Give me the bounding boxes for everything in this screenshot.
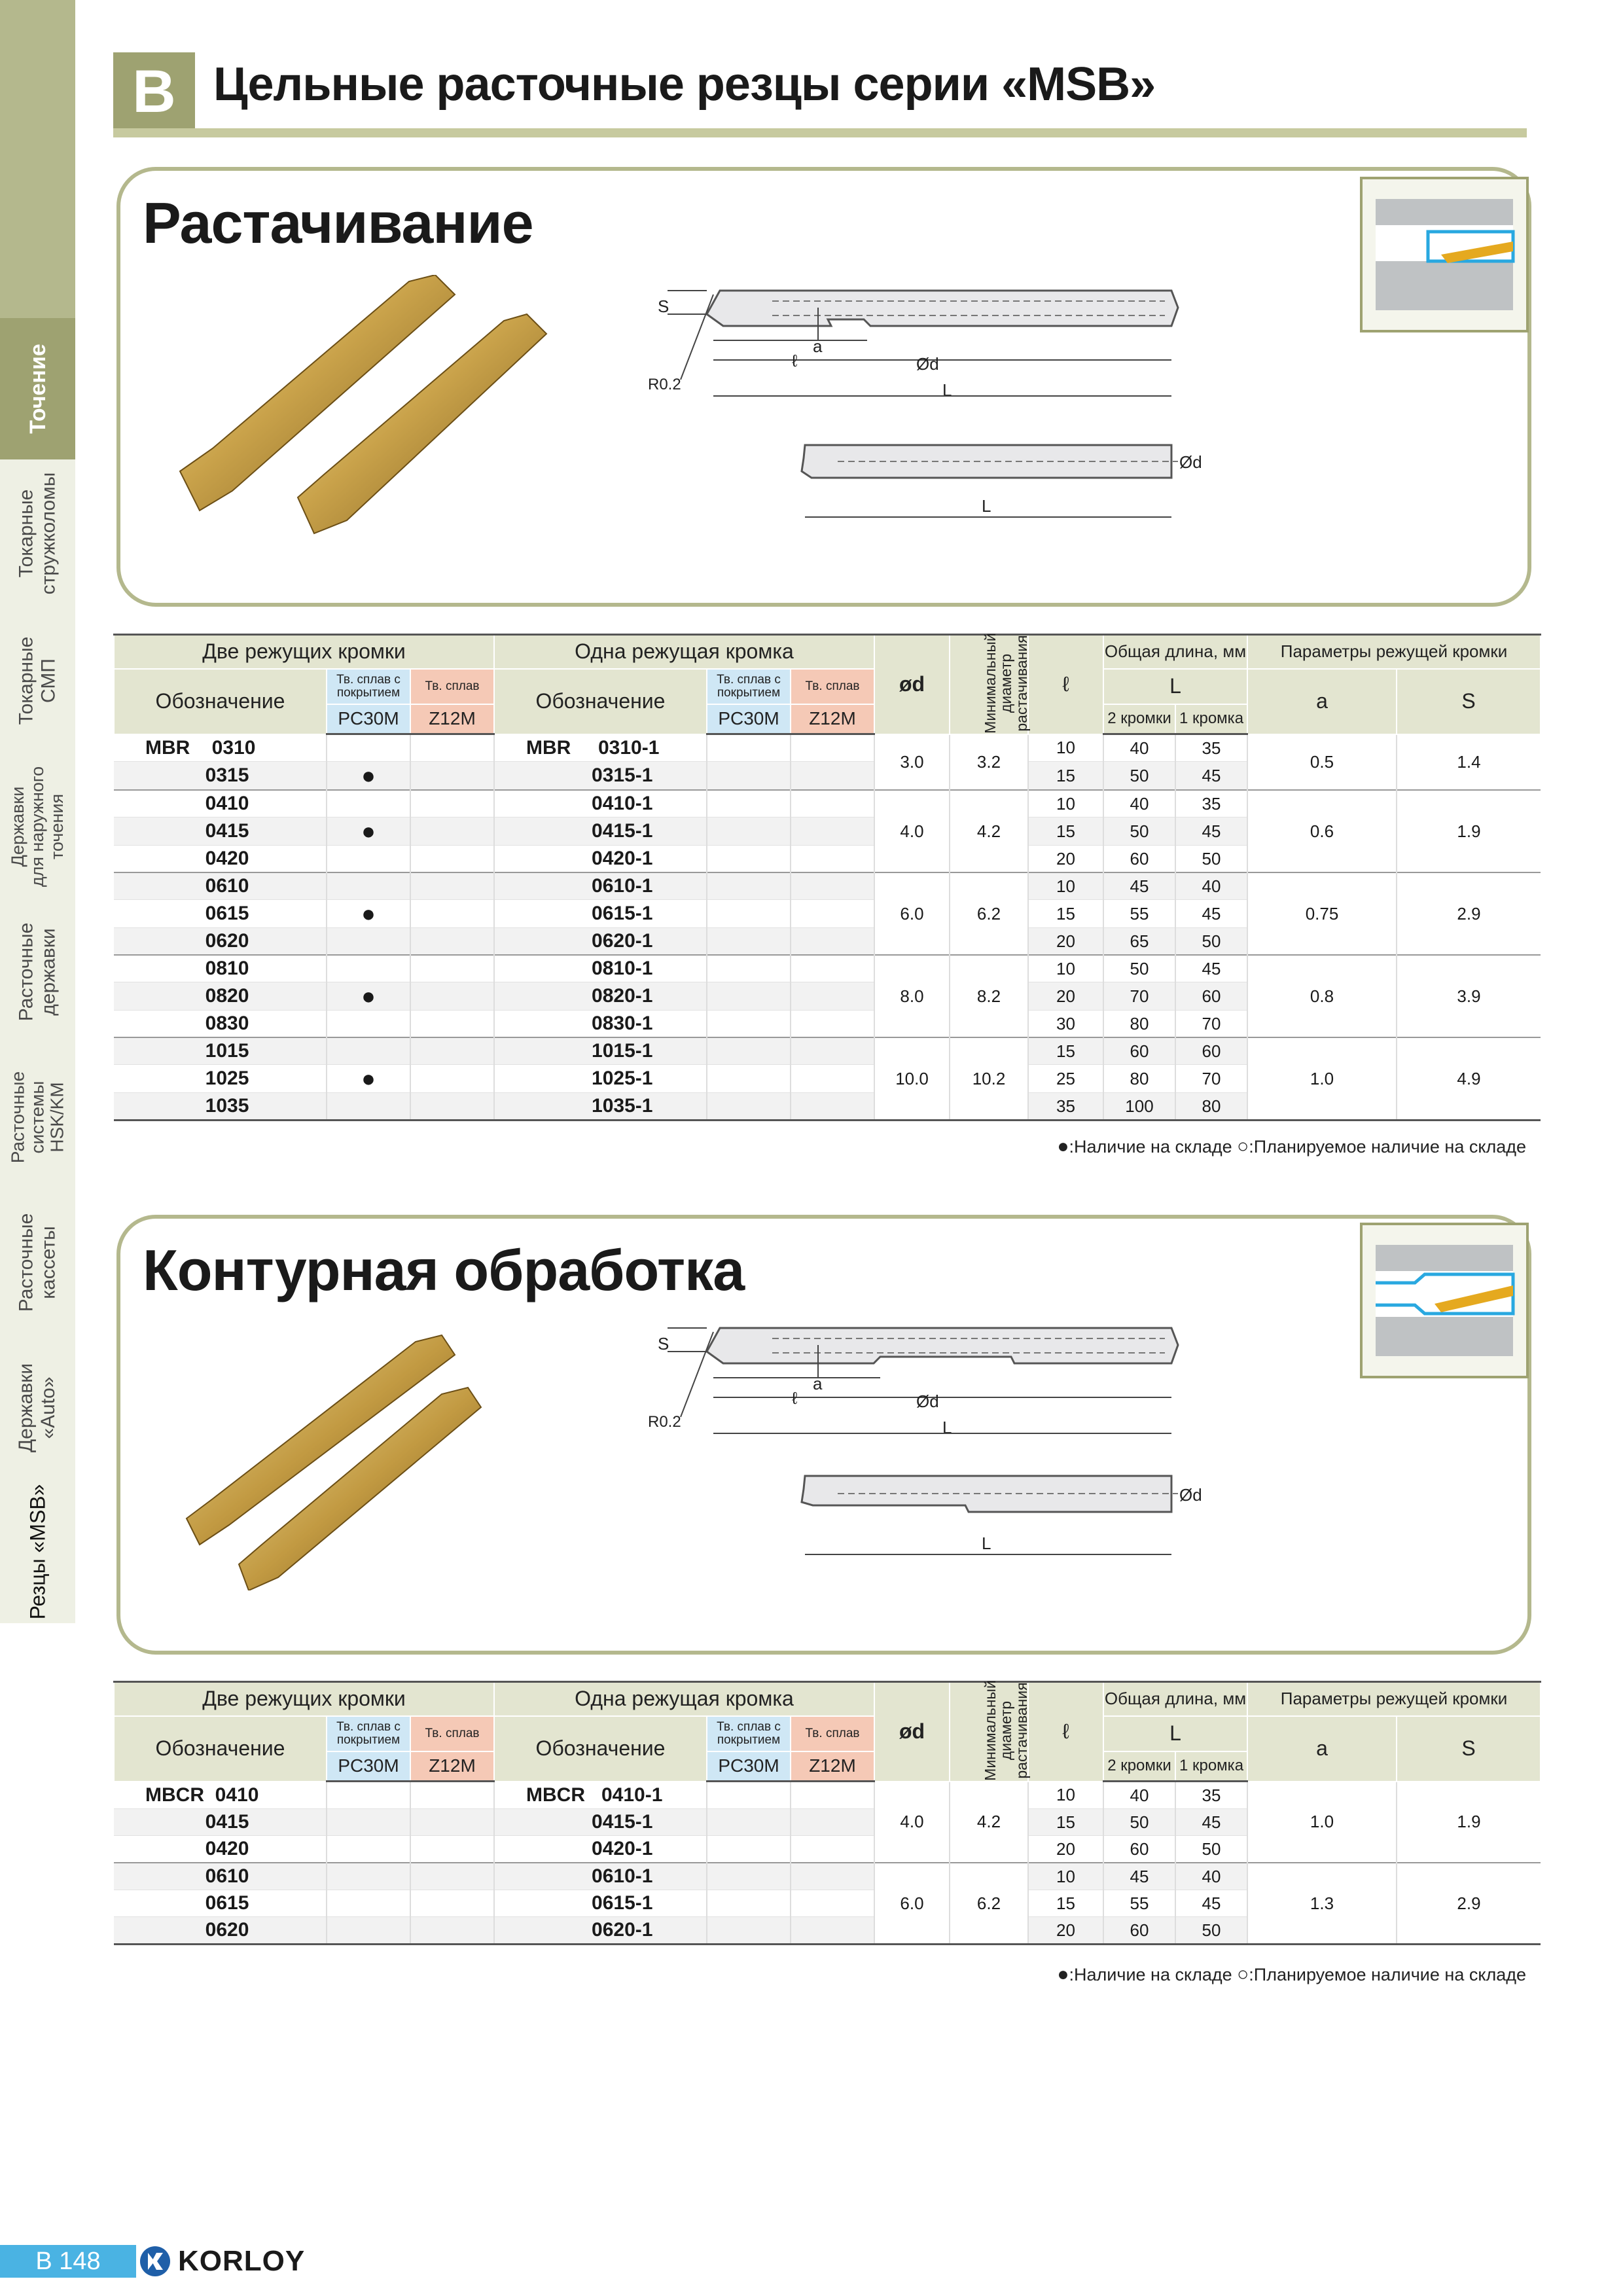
page-number: B 148 <box>0 2245 136 2278</box>
header-z12m: Z12M <box>410 704 494 734</box>
sidebar-item-hsk-km[interactable]: Расточные системы HSK/KM <box>0 1045 75 1193</box>
svg-text:a: a <box>813 1374 823 1393</box>
header-coated-2: Тв. сплав с покрытием <box>707 669 791 704</box>
header-z12m-2: Z12M <box>791 704 874 734</box>
header-d: ød <box>874 635 950 734</box>
s-value: 1.4 <box>1397 734 1541 791</box>
label-d: Ød <box>916 354 939 374</box>
header-coated: Тв. сплав с покрытием <box>327 669 410 704</box>
min-bore-value: 3.2 <box>950 734 1028 791</box>
sidebar-item-external-holders[interactable]: Державки для наружного точения <box>0 754 75 902</box>
label-r: R0.2 <box>648 376 681 393</box>
designation-two: MBR 0310 <box>145 736 256 759</box>
contour-spec-table: Две режущих кромки Одна режущая кромка ød Минимальный диаметр растачивания ℓ Общая длина, мм Параметры режущей кромки Обозначение Тв. сплав с покрытием Тв. сплав Обозначение Тв. сплав с покрытием Тв. сплав L a S PC30M Z12M PC30M Z12M 2 кромки 1 кромка MBCR 0410 MBCR 0410-1 4.0 4.2 10 40 35 1.0 1.9 0415 0415-1 15 50 45 0420 0420-1 20 60 50 0610 0610-1 6.0 6.2 10 45 40 1.3 2.9 0615 0615-1 15 55 45 0620 0620-1 20 60 50 <box>113 1681 1541 1945</box>
empty-dot-icon: ○ <box>1237 1964 1249 1985</box>
label-l: ℓ <box>792 351 798 370</box>
svg-text:L: L <box>982 1534 991 1553</box>
header-L: L <box>1103 669 1247 704</box>
contour-tool-photo <box>180 1329 494 1590</box>
label-L: L <box>942 380 952 400</box>
stock-legend-2: ●:Наличие на складе ○:Планируемое наличие на складе <box>1057 1964 1526 1985</box>
l-value: 10 <box>1028 734 1103 762</box>
a-value: 0.5 <box>1247 734 1397 791</box>
header-pc30m: PC30M <box>327 704 410 734</box>
filled-dot-icon: ● <box>1057 1136 1069 1157</box>
svg-text:R0.2: R0.2 <box>648 1413 681 1431</box>
sidebar-item-cassettes[interactable]: Расточные кассеты <box>0 1190 75 1338</box>
svg-text:Ød: Ød <box>916 1391 939 1411</box>
sidebar-item-top[interactable] <box>0 0 75 321</box>
header-two-edges-L: 2 кромки <box>1103 704 1175 734</box>
tool-bar-1 <box>180 275 455 511</box>
contour-application-icon <box>1360 1223 1529 1378</box>
label-a: a <box>813 336 823 356</box>
header-min-bore: Минимальный диаметр растачивания <box>950 635 1028 734</box>
header-one-edge-L: 1 кромка <box>1175 704 1247 734</box>
section-badge: B <box>113 52 195 131</box>
sidebar-item-label: Точение <box>25 344 50 434</box>
stock-pc30m <box>327 734 410 762</box>
sidebar-item-inserts[interactable]: Токарные СМП <box>0 607 75 757</box>
korloy-logo: KORLOY <box>139 2241 305 2282</box>
sidebar-item-chipbreakers[interactable]: Токарные стружколомы <box>0 459 75 609</box>
header-s: S <box>1397 669 1541 734</box>
sidebar-item-auto[interactable]: Державки «Auto» <box>0 1335 75 1483</box>
sidebar <box>0 0 75 1623</box>
boring-application-icon <box>1360 177 1529 332</box>
section-title-boring: Растачивание <box>143 190 533 255</box>
boring-dimension-drawing <box>641 275 1204 537</box>
d-value: 3.0 <box>874 734 950 791</box>
korloy-logo-icon <box>139 2245 171 2278</box>
label-s: S <box>658 296 669 316</box>
header-designation: Обозначение <box>114 669 327 734</box>
page-title: Цельные расточные резцы серии «MSB» <box>213 58 1156 111</box>
section-title-contour: Контурная обработка <box>143 1238 745 1302</box>
title-rule <box>113 128 1527 137</box>
label-d-2: Ød <box>1179 452 1202 472</box>
boring-spec-table: Две режущих кромки Одна режущая кромка ød Минимальный диаметр растачивания ℓ Общая длина, мм Параметры режущей кромки Обозначение Тв. сплав с покрытием Тв. сплав Обозначение Тв. сплав с покрытием Тв. сплав L a S PC30M Z12M PC30M Z12M 2 кромки 1 кромка MBR 0310 MBR 0310-1 3.0 3.2 10 40 35 0.5 1.4 0315 ● 0315-1 15 50 45 0410 0410-1 4.0 4.2 10 40 35 0.6 1.9 0415 ● 0415-1 15 50 45 0420 0420-1 20 60 50 0610 0610-1 6.0 6.2 10 45 40 0.75 2.9 0615 ● 0615-1 15 55 45 0620 0620-1 20 65 50 0810 0810-1 8.0 8.2 10 50 45 0.8 3.9 0820 ● 0820-1 20 70 60 0830 0830-1 30 80 70 1015 1015-1 10.0 10.2 15 60 60 1.0 4.9 1025 ● 1025-1 25 80 70 1035 1035-1 35 100 80 <box>113 634 1541 1121</box>
sidebar-item-msb[interactable]: Резцы «MSB» <box>0 1480 75 1626</box>
header-designation-2: Обозначение <box>494 669 707 734</box>
header-one-edge: Одна режущая кромка <box>494 635 874 669</box>
sidebar-item-turning[interactable] <box>0 318 75 462</box>
header-l: ℓ <box>1028 635 1103 734</box>
boring-tool-photo <box>173 275 553 537</box>
label-L-2: L <box>982 496 991 516</box>
svg-text:L: L <box>942 1418 952 1437</box>
header-pc30m-2: PC30M <box>707 704 791 734</box>
header-a: a <box>1247 669 1397 734</box>
contour-dimension-drawing <box>641 1312 1204 1574</box>
svg-text:S: S <box>658 1334 669 1354</box>
svg-text:Ød: Ød <box>1179 1485 1202 1505</box>
sidebar-item-boring-holders[interactable]: Расточные державки <box>0 899 75 1047</box>
header-two-edges: Две режущих кромки <box>114 635 494 669</box>
filled-dot-icon: ● <box>1057 1964 1069 1985</box>
stock-legend: ●:Наличие на складе ○:Планируемое наличие на складе <box>1057 1136 1526 1157</box>
header-edge-params: Параметры режущей кромки <box>1247 635 1541 669</box>
header-total-length: Общая длина, мм <box>1103 635 1247 669</box>
designation-one: MBR 0310-1 <box>494 734 707 762</box>
svg-text:ℓ: ℓ <box>792 1388 798 1408</box>
empty-dot-icon: ○ <box>1237 1136 1249 1157</box>
header-carbide-2: Тв. сплав <box>791 669 874 704</box>
header-carbide: Тв. сплав <box>410 669 494 704</box>
